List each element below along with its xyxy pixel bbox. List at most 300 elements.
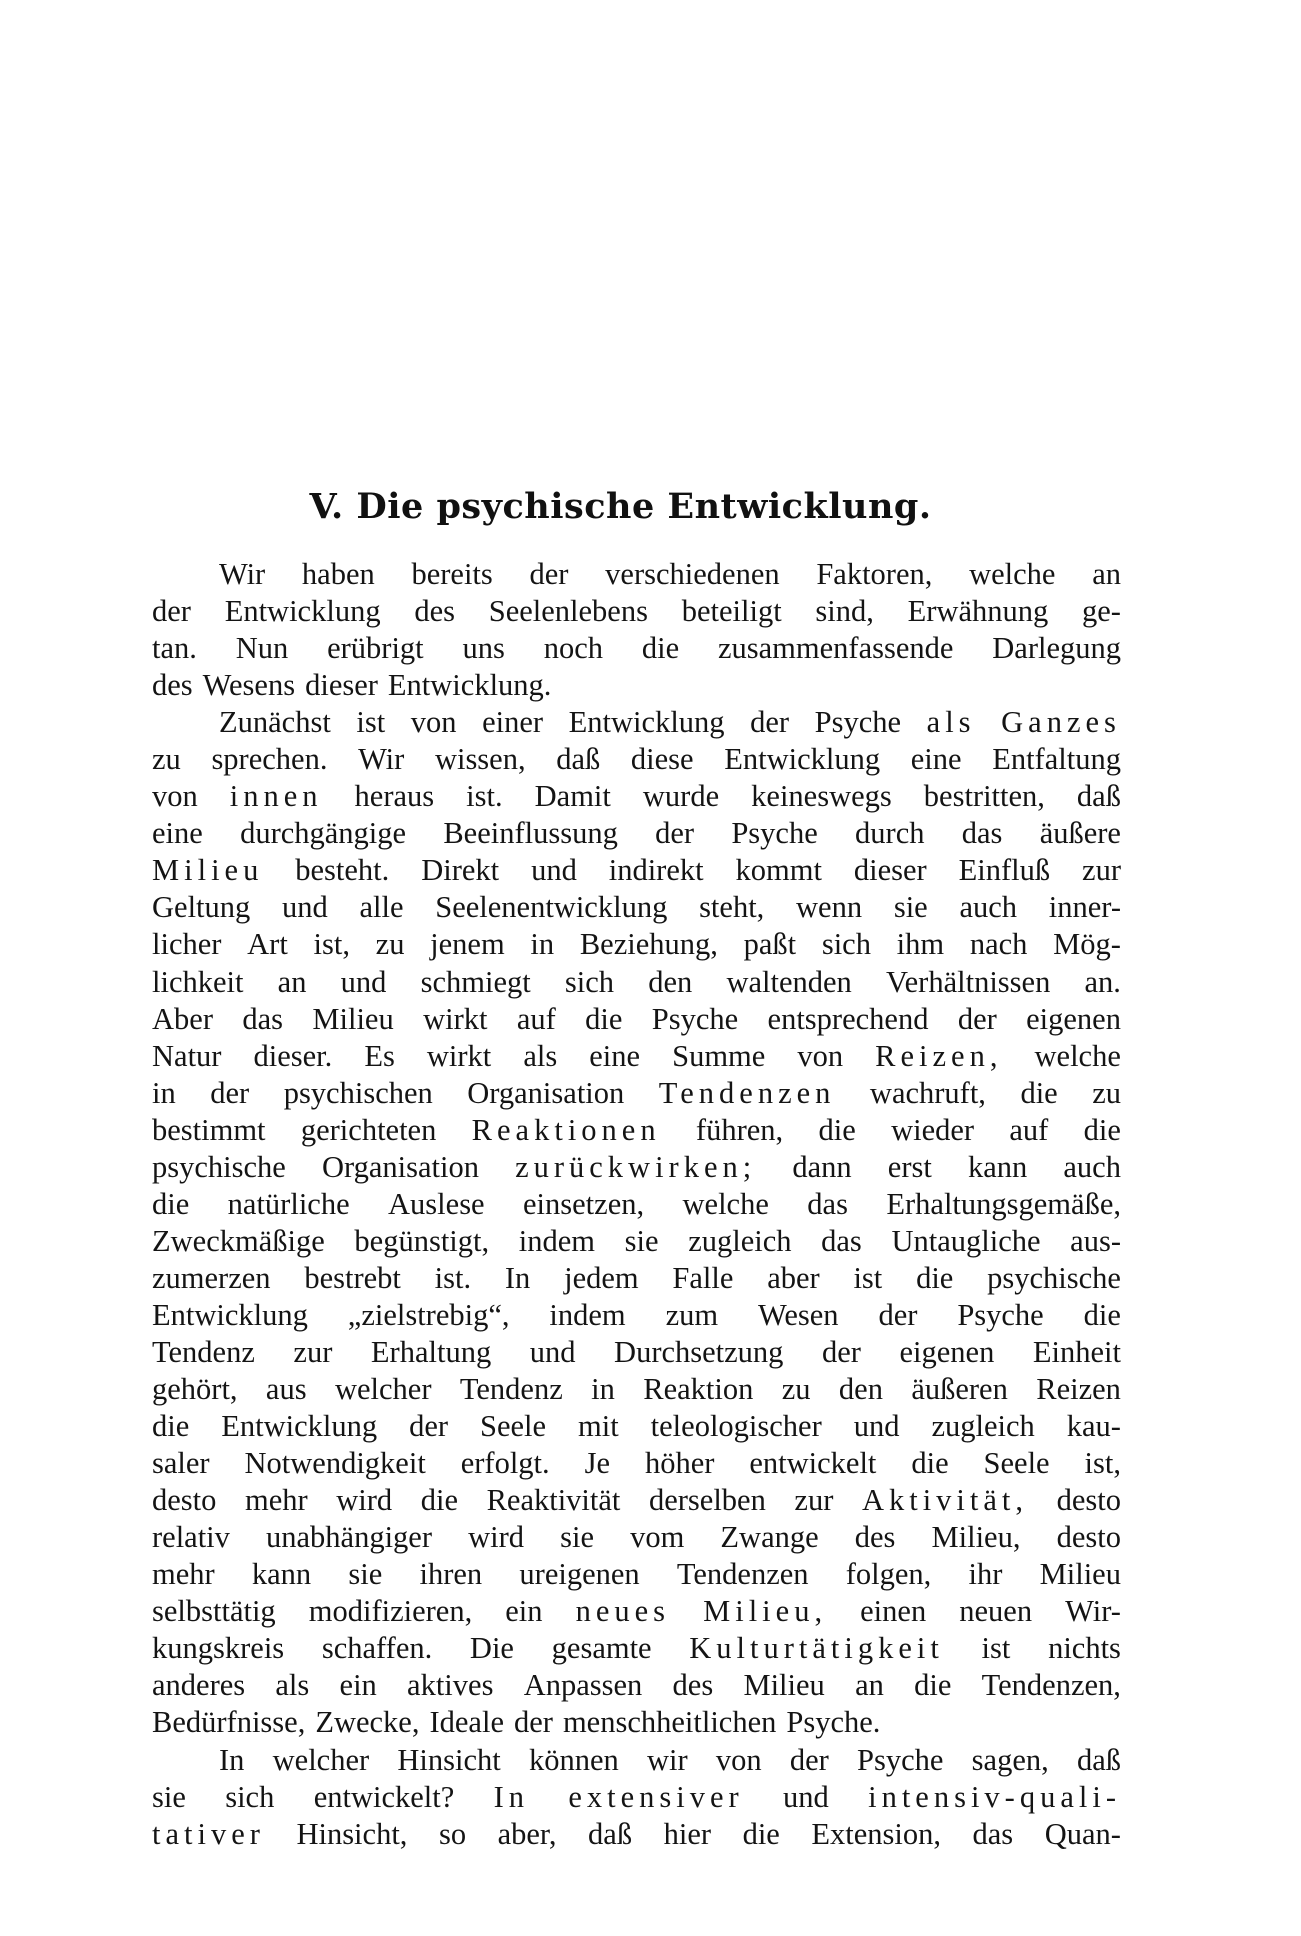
- text-line: [152, 1223, 1121, 1260]
- text-line: [152, 1186, 1121, 1223]
- word: zu: [375, 927, 405, 962]
- word: welcher: [334, 1372, 432, 1407]
- word: als: [523, 1038, 558, 1073]
- word: indem: [549, 1297, 626, 1332]
- word: zusammenfassende: [717, 631, 954, 666]
- word: des: [854, 1520, 896, 1555]
- word: sind,: [815, 594, 874, 629]
- word: In: [219, 1742, 245, 1777]
- word: eine: [152, 816, 203, 851]
- word: Seelenentwicklung: [435, 890, 668, 925]
- word: sich: [225, 1779, 275, 1814]
- word: entwickelt?: [313, 1779, 455, 1814]
- word: begünstigt,: [354, 1223, 490, 1258]
- word: mehr: [244, 1483, 308, 1518]
- word: Art: [247, 927, 288, 962]
- word: wird: [336, 1483, 393, 1518]
- word: Milieu,: [703, 1594, 828, 1629]
- word: tativer: [152, 1816, 265, 1851]
- word: wachruft,: [869, 1075, 986, 1110]
- word: dann: [792, 1149, 852, 1184]
- word: Summe: [672, 1038, 766, 1073]
- word: Psyche: [651, 1001, 739, 1036]
- word: haben: [301, 557, 375, 591]
- word: mit: [578, 1409, 619, 1444]
- word: mehr: [152, 1557, 215, 1592]
- word: Reizen,: [875, 1038, 1003, 1073]
- word: Natur: [152, 1038, 222, 1073]
- word: das: [972, 1816, 1014, 1851]
- word: an: [277, 964, 307, 999]
- word: erst: [887, 1149, 932, 1184]
- word: Wesen: [758, 1297, 839, 1332]
- word: modifizieren,: [308, 1594, 473, 1629]
- word: menschheitlichen: [562, 1705, 777, 1740]
- text-line: [152, 964, 1121, 1001]
- word: die: [1020, 1075, 1058, 1110]
- word: ein: [339, 1668, 377, 1703]
- word: Faktoren,: [816, 557, 933, 591]
- word: psychische: [987, 1260, 1121, 1295]
- word: Die: [469, 1631, 514, 1666]
- word: zu: [781, 1372, 811, 1407]
- word: vom: [630, 1520, 685, 1555]
- word: Milieu: [152, 853, 264, 888]
- word: die: [1083, 1112, 1121, 1147]
- word: zugleich: [931, 1409, 1035, 1444]
- text-line: [152, 889, 1121, 926]
- word: uns: [462, 631, 505, 666]
- word: kungskreis: [152, 1631, 285, 1666]
- word: Aktivität,: [861, 1483, 1029, 1518]
- word: die: [818, 1112, 856, 1147]
- word: auch: [1063, 1149, 1121, 1184]
- word: Zwange: [720, 1520, 819, 1555]
- word: bereits: [411, 557, 493, 591]
- word: als: [275, 1668, 310, 1703]
- word: Organisation: [467, 1075, 625, 1110]
- word: desto: [1056, 1520, 1121, 1555]
- word: der: [152, 594, 191, 629]
- word: Wesens: [202, 668, 296, 703]
- word: Psyche: [957, 1297, 1044, 1332]
- word: Milieu: [743, 1668, 825, 1703]
- chapter-title: [0, 486, 1301, 527]
- word: Tendenzen: [676, 1557, 809, 1592]
- word: von: [152, 779, 198, 814]
- word: Auslese: [388, 1186, 485, 1221]
- word: eine: [589, 1038, 641, 1073]
- text-line: [152, 741, 1121, 778]
- word: Einfluß: [958, 853, 1051, 888]
- word: Tendenzen,: [981, 1668, 1121, 1703]
- word: Erwähnung: [907, 594, 1049, 629]
- word: Reizen: [1036, 1372, 1121, 1407]
- word: Entwicklung: [224, 594, 381, 629]
- text-line: [152, 1038, 1121, 1075]
- word: daß: [556, 742, 601, 777]
- word: Entwicklung: [724, 742, 881, 777]
- word: Seele: [983, 1446, 1050, 1481]
- word: Untaugliche: [891, 1223, 1041, 1258]
- word: innen: [229, 779, 323, 814]
- word: lichkeit: [152, 964, 244, 999]
- word: Aber: [152, 1001, 213, 1036]
- text-line: [152, 1334, 1121, 1371]
- word: Wir: [358, 742, 405, 777]
- word: die: [742, 1816, 780, 1851]
- word: Bedürfnisse,: [152, 1705, 306, 1740]
- word: welche: [1034, 1038, 1121, 1073]
- word: Kulturtätigkeit: [689, 1631, 944, 1666]
- word: daß: [1076, 1742, 1121, 1777]
- word: der: [210, 1075, 250, 1110]
- word: ihm: [896, 927, 945, 962]
- word: welche: [682, 1186, 769, 1221]
- word: einsetzen,: [523, 1186, 645, 1221]
- word: entsprechend: [767, 1001, 929, 1036]
- word: neuen: [959, 1594, 1033, 1629]
- word: eigenen: [899, 1334, 995, 1369]
- word: psychischen: [283, 1075, 433, 1110]
- word: Ganzes: [1001, 705, 1121, 740]
- word: kann: [251, 1557, 312, 1592]
- word: Nun: [235, 631, 289, 666]
- word: kommt: [735, 853, 822, 888]
- word: Erhaltungsgemäße,: [886, 1186, 1121, 1221]
- word: zur: [794, 1483, 834, 1518]
- word: teleologischer: [650, 1409, 822, 1444]
- word: relativ: [152, 1520, 230, 1555]
- word: Beziehung,: [579, 927, 718, 962]
- word: Hinsicht,: [296, 1816, 408, 1851]
- word: die: [420, 1483, 458, 1518]
- text-line: [152, 1704, 1121, 1741]
- word: wenn: [796, 890, 863, 925]
- word: des: [152, 668, 193, 703]
- text-line: [152, 852, 1121, 889]
- word: das: [807, 1186, 848, 1221]
- word: auf: [516, 1001, 556, 1036]
- word: psychische: [152, 1149, 286, 1184]
- text-line: [152, 1556, 1121, 1593]
- word: von: [410, 705, 457, 740]
- word: alle: [359, 890, 404, 925]
- word: extensiver: [568, 1779, 744, 1814]
- word: der: [513, 1705, 553, 1740]
- word: gesamte: [551, 1631, 652, 1666]
- word: Tendenz: [459, 1372, 563, 1407]
- word: hier: [663, 1816, 712, 1851]
- word: einer: [482, 705, 544, 740]
- word: die: [641, 631, 680, 666]
- word: erfolgt.: [460, 1446, 550, 1481]
- word: die: [152, 1409, 190, 1444]
- word: Entwicklung: [568, 705, 725, 740]
- word: Ideale: [429, 1705, 504, 1740]
- word: Seele: [480, 1409, 547, 1444]
- word: der: [821, 1334, 861, 1369]
- text-line: [152, 1816, 1121, 1853]
- text-line: [152, 1001, 1121, 1038]
- text-line: [152, 1445, 1121, 1482]
- word: der: [789, 1742, 829, 1777]
- text-line: [152, 1075, 1121, 1112]
- word: erübrigt: [327, 631, 424, 666]
- word: in: [591, 1372, 615, 1407]
- word: äußere: [1039, 816, 1121, 851]
- word: diese: [630, 742, 694, 777]
- text-line: [152, 1742, 1121, 1779]
- body-text: [152, 556, 1121, 1853]
- word: welche: [969, 557, 1056, 591]
- word: Reaktivität: [486, 1483, 621, 1518]
- word: der: [655, 816, 695, 851]
- text-line: [152, 667, 1121, 704]
- word: licher: [152, 927, 222, 962]
- word: selbsttätig: [152, 1594, 276, 1629]
- word: ist.: [434, 1260, 472, 1295]
- word: des: [414, 594, 455, 629]
- word: Durchsetzung: [614, 1334, 784, 1369]
- text-line: [152, 1519, 1121, 1556]
- word: durchgängige: [240, 816, 407, 851]
- word: „zielstrebig“,: [347, 1297, 510, 1332]
- word: Verhältnissen: [886, 964, 1051, 999]
- word: dieser: [305, 668, 378, 703]
- word: wirkt: [426, 1038, 492, 1073]
- word: heraus: [354, 779, 435, 814]
- word: sie: [560, 1520, 594, 1555]
- word: können: [528, 1742, 619, 1777]
- word: sie: [152, 1779, 186, 1814]
- word: daß: [588, 1816, 633, 1851]
- word: Zwecke,: [315, 1705, 420, 1740]
- word: Darlegung: [992, 631, 1121, 666]
- word: an: [1092, 557, 1121, 591]
- word: Tendenz: [152, 1334, 255, 1369]
- word: Seelenlebens: [488, 594, 648, 629]
- word: aus: [265, 1372, 307, 1407]
- text-line: [152, 593, 1121, 630]
- word: sich: [821, 927, 871, 962]
- word: auf: [1009, 1112, 1049, 1147]
- word: als: [926, 705, 976, 740]
- word: die: [914, 1668, 952, 1703]
- word: das: [821, 1223, 862, 1258]
- word: gerichteten: [300, 1112, 437, 1147]
- word: beteiligt: [681, 594, 782, 629]
- word: der: [878, 1297, 918, 1332]
- word: und: [783, 1779, 829, 1814]
- word: ist,: [313, 927, 350, 962]
- word: in: [530, 927, 555, 962]
- word: verschiedenen: [605, 557, 780, 591]
- word: ist.: [466, 779, 503, 814]
- word: an.: [1084, 964, 1121, 999]
- word: Zunächst: [219, 705, 331, 740]
- word: bestrebt: [304, 1260, 401, 1295]
- word: desto: [152, 1483, 217, 1518]
- word: Falle: [672, 1260, 734, 1295]
- word: sie: [624, 1223, 659, 1258]
- word: Organisation: [321, 1149, 479, 1184]
- text-line: [152, 926, 1121, 963]
- word: Einheit: [1032, 1334, 1121, 1369]
- word: jedem: [564, 1260, 639, 1295]
- word: bestimmt: [152, 1112, 266, 1147]
- word: und: [529, 1334, 576, 1369]
- text-line: [152, 1667, 1121, 1704]
- word: noch: [543, 631, 604, 666]
- word: und: [531, 853, 577, 888]
- word: die: [916, 1260, 954, 1295]
- word: eigenen: [1026, 1001, 1121, 1036]
- text-line: [152, 1408, 1121, 1445]
- word: schmiegt: [420, 964, 531, 999]
- word: Mög-: [1053, 927, 1121, 962]
- word: inner-: [1048, 890, 1121, 925]
- word: ihr: [968, 1557, 1003, 1592]
- word: und: [340, 964, 387, 999]
- word: bestritten,: [923, 779, 1045, 814]
- word: Anpassen: [523, 1668, 643, 1703]
- text-line: [152, 1630, 1121, 1667]
- word: kau-: [1066, 1409, 1121, 1444]
- word: der: [409, 1409, 449, 1444]
- word: dieser.: [253, 1038, 333, 1073]
- word: der: [957, 1001, 997, 1036]
- text-line: [152, 815, 1121, 852]
- word: sprechen.: [211, 742, 328, 777]
- word: aus-: [1070, 1223, 1121, 1258]
- word: indem: [518, 1223, 596, 1258]
- word: Reaktionen: [471, 1112, 661, 1147]
- word: zumerzen: [152, 1260, 271, 1295]
- word: durch: [855, 816, 925, 851]
- word: ein: [505, 1594, 543, 1629]
- word: Es: [364, 1038, 395, 1073]
- word: paßt: [743, 927, 797, 962]
- word: aktives: [407, 1668, 494, 1703]
- word: höher: [644, 1446, 715, 1481]
- word: von: [797, 1038, 844, 1073]
- word: Psyche: [731, 816, 818, 851]
- word: zurückwirken;: [515, 1149, 757, 1184]
- word: Reaktion: [643, 1372, 754, 1407]
- word: neues: [575, 1594, 671, 1629]
- word: dieser: [853, 853, 927, 888]
- word: Direkt: [421, 853, 500, 888]
- word: Hinsicht: [397, 1742, 501, 1777]
- word: die: [152, 1186, 190, 1221]
- word: Milieu: [312, 1001, 394, 1036]
- word: Milieu,: [931, 1520, 1021, 1555]
- word: gehört,: [152, 1372, 238, 1407]
- word: den: [838, 1372, 883, 1407]
- word: zu: [1092, 1075, 1121, 1110]
- word: einen: [860, 1594, 927, 1629]
- text-line: [152, 1482, 1121, 1519]
- word: ist: [853, 1260, 883, 1295]
- word: führen,: [695, 1112, 784, 1147]
- word: indirekt: [608, 853, 704, 888]
- word: desto: [1056, 1483, 1121, 1518]
- word: zur: [1082, 853, 1121, 888]
- word: Je: [584, 1446, 611, 1481]
- word: die: [1083, 1297, 1121, 1332]
- word: von: [715, 1742, 762, 1777]
- text-line: [152, 630, 1121, 667]
- text-line: [152, 1149, 1121, 1186]
- word: Geltung: [152, 890, 251, 925]
- word: die: [585, 1001, 623, 1036]
- word: sie: [893, 890, 928, 925]
- word: nach: [969, 927, 1028, 962]
- word: ihren: [419, 1557, 483, 1592]
- text-line: [152, 556, 1121, 593]
- word: das: [961, 816, 1003, 851]
- word: sie: [348, 1557, 383, 1592]
- word: eine: [910, 742, 962, 777]
- word: Entwicklung: [152, 1297, 308, 1332]
- text-line: [152, 778, 1121, 815]
- word: Beeinflussung: [443, 816, 618, 851]
- word: Milieu: [1039, 1557, 1121, 1592]
- word: keineswegs: [751, 779, 892, 814]
- word: wirkt: [423, 1001, 488, 1036]
- word: und: [282, 890, 328, 925]
- word: die: [911, 1446, 949, 1481]
- word: zugleich: [688, 1223, 792, 1258]
- word: auch: [959, 890, 1018, 925]
- text-line: [152, 1593, 1121, 1630]
- word: wird: [468, 1520, 525, 1555]
- word: kann: [967, 1149, 1028, 1184]
- text-line: [152, 1260, 1121, 1297]
- word: Notwendigkeit: [244, 1446, 426, 1481]
- word: natürliche: [227, 1186, 350, 1221]
- word: besteht.: [295, 853, 390, 888]
- text-line: [152, 1371, 1121, 1408]
- word: in: [152, 1075, 176, 1110]
- word: aber,: [497, 1816, 557, 1851]
- text-line: [152, 704, 1121, 741]
- word: jenem: [430, 927, 505, 962]
- word: unabhängiger: [266, 1520, 432, 1555]
- word: entwickelt: [749, 1446, 877, 1481]
- word: daß: [1076, 779, 1121, 814]
- word: Entfaltung: [992, 742, 1121, 777]
- word: zu: [152, 742, 181, 777]
- word: den: [648, 964, 693, 999]
- word: Psyche.: [786, 1705, 881, 1740]
- word: In: [493, 1779, 530, 1814]
- word: derselben: [648, 1483, 766, 1518]
- word: äußeren: [911, 1372, 1008, 1407]
- word: folgen,: [845, 1557, 932, 1592]
- word: wieder: [891, 1112, 975, 1147]
- word: Wir: [219, 557, 266, 591]
- word: der: [750, 705, 790, 740]
- word: und: [853, 1409, 900, 1444]
- word: welcher: [272, 1742, 370, 1777]
- word: steht,: [699, 890, 765, 925]
- word: der: [529, 557, 569, 591]
- word: ist: [356, 705, 386, 740]
- word: Erhaltung: [370, 1334, 492, 1369]
- word: wissen,: [434, 742, 526, 777]
